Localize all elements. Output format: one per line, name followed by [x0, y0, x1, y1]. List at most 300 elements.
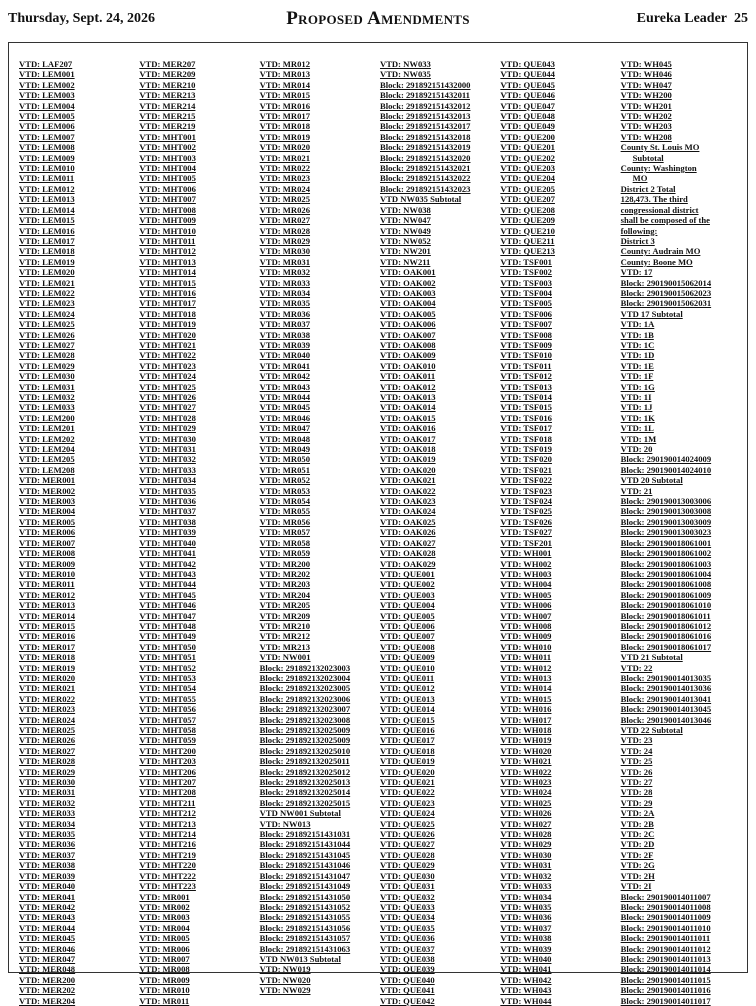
- listing-entry: VTD: OAK007: [379, 329, 436, 340]
- listing-entry: VTD: MHT031: [139, 444, 196, 455]
- listing-entry: Block: 291892151431055: [259, 912, 351, 923]
- listing-entry: VTD: MHT009: [139, 215, 196, 226]
- listing-entry: Block: 291892151431047: [259, 870, 351, 881]
- listing-entry: VTD: 27: [620, 777, 653, 788]
- listing-entry: VTD: MR044: [259, 392, 311, 402]
- listing-entry: VTD: 2A: [620, 808, 655, 819]
- listing-entry: VTD: TSF015: [500, 402, 552, 413]
- listing-entry: VTD: MR027: [259, 215, 311, 226]
- listing-entry: VTD: MR042: [259, 371, 311, 382]
- listing-entry: VTD: MR022: [259, 163, 311, 174]
- listing-entry: VTD: NW201: [379, 246, 431, 257]
- listing-entry: VTD: WH011: [500, 652, 552, 663]
- listing-entry: VTD: 1I: [620, 392, 652, 402]
- listing-entry: VTD: WH046: [620, 69, 672, 80]
- listing-entry: VTD: MER046: [19, 943, 76, 954]
- listing-entry: VTD: MHT059: [139, 735, 196, 746]
- listing-entry: District 3: [620, 235, 655, 246]
- listing-entry: Block: 290190014011012: [620, 943, 711, 954]
- listing-entry: VTD: LEM007: [19, 131, 75, 142]
- listing-entry: Block: 290190018061003: [620, 558, 712, 569]
- listing-entry: VTD: LEM022: [19, 287, 75, 298]
- listing-entry: VTD: MER209: [139, 69, 196, 80]
- listing-entry: VTD: OAK009: [379, 350, 436, 361]
- listing-entry: Block: 291892132025013: [259, 777, 351, 788]
- listing-entry: VTD: MHT044: [139, 579, 196, 590]
- listing-entry: VTD: MHT024: [139, 371, 196, 382]
- listing-entry: VTD: LEM014: [19, 204, 75, 215]
- listing-entry: VTD: MR040: [259, 350, 311, 361]
- listing-entry: VTD: QUE018: [379, 745, 435, 756]
- listing-entry: VTD: LEM028: [19, 350, 75, 361]
- listing-entry: VTD: OAK004: [379, 298, 436, 309]
- listing-entry: VTD: MHT211: [139, 797, 196, 808]
- listing-entry: Block: 291892151431057: [259, 933, 351, 944]
- listing-entry: VTD: MHT040: [139, 537, 196, 548]
- listing-entry: VTD NW013 Subtotal: [259, 953, 341, 964]
- listing-entry: VTD: 1K: [620, 412, 655, 423]
- listing-entry: VTD: MR011: [139, 995, 190, 1006]
- listing-entry: VTD: MR210: [259, 620, 311, 631]
- listing-entry: Block: 290190013003006: [620, 496, 712, 507]
- listing-entry: 128,473. The third: [620, 194, 688, 205]
- listing-entry: Block: 290190014013041: [620, 693, 712, 704]
- listing-entry: Block: 291892132025015: [259, 797, 351, 808]
- listing-entry: VTD: LEM027: [19, 339, 75, 350]
- listing-entry: VTD: QUE202: [500, 152, 555, 163]
- listing-entry: VTD: MHT203: [139, 756, 196, 767]
- listing-entry: Block: 291892151431052: [259, 901, 351, 912]
- listing-entry: VTD: LEM002: [19, 79, 75, 90]
- listing-entry: VTD: MHT212: [139, 808, 196, 819]
- paper-name: Eureka Leader: [636, 11, 727, 26]
- listing-entry: VTD: WH026: [500, 808, 552, 819]
- listing-entry: VTD: 2H: [620, 870, 655, 881]
- listing-entry: VTD: MHT030: [139, 433, 196, 444]
- listing-entry: VTD: QUE006: [379, 620, 435, 631]
- listing-entry: VTD: MR048: [259, 433, 311, 444]
- listing-entry: VTD: OAK021: [379, 475, 436, 486]
- listing-entry: VTD: MHT056: [139, 704, 196, 715]
- listing-entry: Block: 290190014011016: [620, 985, 711, 996]
- listing-entry: VTD: MR202: [259, 568, 311, 579]
- listing-entry: Block: 291892132023007: [259, 704, 351, 715]
- listing-entry: VTD: MHT022: [139, 350, 196, 361]
- listing-entry: VTD: MHT011: [139, 235, 196, 246]
- listing-entry: VTD: WH013: [500, 672, 552, 683]
- listing-entry: VTD: LEM025: [19, 319, 75, 330]
- listing-entry: Block: 290190015062023: [620, 287, 712, 298]
- listing-entry: VTD: LEM032: [19, 392, 75, 402]
- listing-entry: VTD: QUE026: [379, 829, 435, 840]
- listing-entry: VTD: QUE033: [379, 901, 435, 912]
- listing-entry: VTD: MR009: [139, 974, 190, 985]
- listing-entry: VTD: MHT219: [139, 849, 196, 860]
- listing-entry: VTD: QUE046: [500, 90, 555, 101]
- listing-entry: VTD: MHT207: [139, 777, 196, 788]
- listing-entry: VTD: TSF017: [500, 423, 552, 434]
- listing-entry: County St. Louis MO: [620, 142, 700, 153]
- listing-column: [620, 59, 741, 1006]
- listing-entry: VTD: QUE040: [379, 974, 435, 985]
- listing-entry: VTD: MER219: [139, 121, 196, 132]
- listing-entry: VTD: 2G: [620, 860, 655, 871]
- listing-entry: VTD: TSF201: [500, 537, 552, 548]
- listing-entry: VTD: MHT010: [139, 225, 196, 236]
- listing-entry: VTD: 2I: [620, 881, 652, 892]
- listing-entry: VTD: NW013: [259, 818, 311, 829]
- listing-entry: VTD: TSF013: [500, 381, 552, 392]
- listing-entry: VTD: OAK003: [379, 287, 436, 298]
- listing-entry: VTD: MHT058: [139, 725, 196, 735]
- listing-entry: VTD: TSF010: [500, 350, 552, 361]
- listing-entry: VTD: WH021: [500, 756, 552, 767]
- listing-entry: VTD: MR046: [259, 412, 311, 423]
- listing-entry: Block: 291892151432012: [379, 100, 471, 111]
- listing-entry: Block: 290190015062014: [620, 277, 712, 288]
- listing-entry: VTD: WH201: [620, 100, 672, 111]
- listing-entry: VTD: MHT017: [139, 298, 196, 309]
- listing-entry: Block: 291892151432000: [379, 79, 471, 90]
- listing-entry: VTD: QUE035: [379, 922, 435, 933]
- listing-entry: VTD: MER008: [19, 548, 76, 559]
- listing-entry: Block: 290190014013035: [620, 672, 712, 683]
- listing-entry: VTD: MR212: [259, 631, 311, 642]
- listing-entry: VTD NW035 Subtotal: [379, 194, 462, 205]
- listing-entry: VTD: MER045: [19, 933, 76, 944]
- listing-entry: VTD: WH037: [500, 922, 552, 933]
- listing-entry: VTD: WH039: [500, 943, 552, 954]
- listing-entry: VTD: QUE024: [379, 808, 435, 819]
- listing-entry: VTD: WH022: [500, 766, 552, 777]
- listing-entry: VTD: QUE032: [379, 891, 435, 902]
- listing-entry: VTD: MER016: [19, 631, 76, 642]
- listing-entry: VTD: MER002: [19, 485, 76, 496]
- notice-frame: [8, 42, 748, 1006]
- listing-column: [500, 59, 620, 1006]
- listing-entry: VTD: QUE014: [379, 704, 435, 715]
- listing-entry: VTD: MHT015: [139, 277, 196, 288]
- listing-entry: VTD: MR047: [259, 423, 311, 434]
- listing-entry: VTD: WH005: [500, 589, 552, 600]
- listing-entry: Block: 290190014011015: [620, 974, 711, 985]
- listing-entry: Block: 290190014011010: [620, 922, 711, 933]
- listing-entry: VTD: MER035: [19, 829, 76, 840]
- listing-entry: VTD: LEM201: [19, 423, 75, 434]
- listing-entry: Block: 290190013003008: [620, 506, 712, 517]
- listing-entry: VTD: MER007: [19, 537, 76, 548]
- listing-entry: VTD: MR017: [259, 111, 311, 122]
- listing-entry: VTD: TSF011: [500, 360, 552, 371]
- listing-entry: Block: 291892151432020: [379, 152, 471, 163]
- listing-entry: VTD: TSF021: [500, 464, 552, 475]
- listing-entry: VTD: WH202: [620, 111, 672, 122]
- listing-entry: VTD: OAK008: [379, 339, 436, 350]
- listing-entry: Block: 291892151432021: [379, 163, 471, 174]
- listing-entry: VTD: WH014: [500, 683, 552, 694]
- listing-entry: Block: 290190018061009: [620, 589, 712, 600]
- listing-entry: VTD: MHT006: [139, 183, 196, 194]
- listing-entry: VTD: 2B: [620, 818, 654, 829]
- listing-entry: VTD: MHT053: [139, 672, 196, 683]
- listing-entry: VTD: MR021: [259, 152, 311, 163]
- listing-entry: VTD: TSF012: [500, 371, 552, 382]
- page-header: [8, 8, 748, 34]
- listing-entry: VTD: WH016: [500, 704, 552, 715]
- listing-entry: VTD: MER047: [19, 953, 76, 964]
- listing-entry: VTD: QUE211: [500, 235, 555, 246]
- notice-columns: [19, 59, 741, 1006]
- listing-entry: VTD: OAK010: [379, 360, 436, 371]
- listing-entry: VTD: MER025: [19, 725, 76, 735]
- listing-entry: VTD: MR005: [139, 933, 190, 944]
- listing-entry: VTD: TSF001: [500, 256, 552, 267]
- listing-entry: VTD: MR006: [139, 943, 190, 954]
- listing-entry: VTD: MHT037: [139, 506, 196, 517]
- listing-entry: VTD: TSF014: [500, 392, 552, 402]
- listing-entry: VTD: QUE044: [500, 69, 555, 80]
- listing-entry: VTD: MR205: [259, 600, 311, 611]
- listing-entry: County: Washington: [620, 163, 697, 174]
- listing-entry: VTD: LEM205: [19, 454, 75, 465]
- listing-entry: VTD: QUE010: [379, 662, 435, 673]
- listing-entry: Block: 291892132023006: [259, 693, 351, 704]
- listing-entry: VTD: MR024: [259, 183, 311, 194]
- listing-entry: VTD: MHT057: [139, 714, 196, 725]
- listing-entry: VTD: WH042: [500, 974, 552, 985]
- listing-entry: VTD: MER012: [19, 589, 76, 600]
- listing-entry: VTD: MHT220: [139, 860, 196, 871]
- page-number: 25: [734, 11, 748, 26]
- listing-entry: VTD: MHT223: [139, 881, 196, 892]
- section-title-text: Proposed Amendments: [286, 8, 470, 29]
- listing-entry: VTD: MHT038: [139, 516, 196, 527]
- listing-entry: VTD: OAK026: [379, 527, 436, 538]
- listing-entry: VTD: MHT041: [139, 548, 196, 559]
- listing-entry: VTD: QUE012: [379, 683, 435, 694]
- listing-entry: VTD: QUE030: [379, 870, 435, 881]
- listing-entry: VTD: QUE208: [500, 204, 555, 215]
- listing-entry: VTD: MR057: [259, 527, 311, 538]
- listing-entry: Block: 290190018061004: [620, 568, 712, 579]
- listing-entry: VTD: MHT033: [139, 464, 196, 475]
- listing-entry: VTD: MHT043: [139, 568, 196, 579]
- listing-entry: VTD: WH044: [500, 995, 552, 1006]
- listing-entry: VTD: 26: [620, 766, 653, 777]
- listing-entry: Block: 290190014011009: [620, 912, 711, 923]
- listing-entry: VTD: MR053: [259, 485, 311, 496]
- listing-entry: VTD: MHT025: [139, 381, 196, 392]
- listing-entry: VTD: MER022: [19, 693, 76, 704]
- listing-entry: VTD: 24: [620, 745, 653, 756]
- listing-entry: VTD: QUE034: [379, 912, 435, 923]
- listing-entry: Block: 290190018061012: [620, 620, 712, 631]
- listing-entry: VTD: QUE001: [379, 568, 435, 579]
- listing-entry: VTD: MHT216: [139, 839, 196, 850]
- listing-entry: VTD: MHT214: [139, 829, 196, 840]
- listing-entry: VTD: LEM018: [19, 246, 75, 257]
- listing-entry: VTD: OAK012: [379, 381, 436, 392]
- listing-entry: VTD: MHT004: [139, 163, 196, 174]
- listing-entry: VTD: NW020: [259, 974, 311, 985]
- listing-entry: VTD: OAK014: [379, 402, 436, 413]
- listing-entry: VTD: MER027: [19, 745, 76, 756]
- listing-entry: VTD: MR032: [259, 267, 311, 278]
- listing-entry: VTD: MER213: [139, 90, 196, 101]
- listing-entry: Block: 290190014013046: [620, 714, 712, 725]
- listing-entry: VTD: QUE201: [500, 142, 555, 153]
- listing-entry: Block: 290190014013045: [620, 704, 712, 715]
- listing-entry: VTD: TSF006: [500, 308, 552, 319]
- listing-entry: VTD: TSF003: [500, 277, 552, 288]
- listing-entry: VTD: MR003: [139, 912, 190, 923]
- listing-entry: Block: 290190018061011: [620, 610, 711, 621]
- listing-entry: VTD: MR028: [259, 225, 311, 236]
- listing-entry: VTD: MER042: [19, 901, 76, 912]
- listing-column: [139, 59, 259, 1006]
- listing-entry: VTD: TSF025: [500, 506, 552, 517]
- listing-entry: VTD: MER036: [19, 839, 76, 850]
- listing-entry: VTD: WH009: [500, 631, 552, 642]
- listing-entry: Block: 291892151432018: [379, 131, 471, 142]
- listing-entry: VTD: OAK005: [379, 308, 436, 319]
- listing-entry: VTD: MHT055: [139, 693, 196, 704]
- listing-entry: VTD: MHT027: [139, 402, 196, 413]
- listing-entry: VTD: WH015: [500, 693, 552, 704]
- listing-entry: congressional district: [620, 204, 699, 215]
- listing-entry: Block: 291892132025012: [259, 766, 351, 777]
- listing-entry: VTD: NW038: [379, 204, 431, 215]
- listing-entry: VTD: MR056: [259, 516, 311, 527]
- listing-entry: VTD: LEM024: [19, 308, 75, 319]
- listing-entry: VTD: LAF207: [19, 59, 73, 69]
- listing-entry: VTD: QUE022: [379, 787, 435, 798]
- listing-entry: VTD: MR018: [259, 121, 311, 132]
- listing-entry: VTD: WH027: [500, 818, 552, 829]
- listing-entry: County: Boone MO: [620, 256, 693, 267]
- listing-entry: VTD 17 Subtotal: [620, 308, 683, 319]
- listing-entry: following:: [620, 225, 658, 236]
- listing-entry: VTD: MHT054: [139, 683, 196, 694]
- listing-entry: Block: 290190018061010: [620, 600, 712, 611]
- listing-entry: VTD: MHT035: [139, 485, 196, 496]
- listing-entry: VTD: WH035: [500, 901, 552, 912]
- listing-entry: VTD: LEM008: [19, 142, 75, 153]
- listing-entry: VTD: QUE007: [379, 631, 435, 642]
- listing-entry: VTD: NW019: [259, 964, 311, 975]
- listing-entry: Block: 290190018061008: [620, 579, 712, 590]
- listing-entry: VTD: MR200: [259, 558, 311, 569]
- listing-entry: VTD: MER011: [19, 579, 75, 590]
- listing-entry: VTD: NW033: [379, 59, 431, 69]
- listing-entry: VTD: 25: [620, 756, 653, 767]
- listing-entry: VTD: LEM019: [19, 256, 75, 267]
- listing-entry: VTD: MR037: [259, 319, 311, 330]
- listing-entry: VTD: TSF026: [500, 516, 552, 527]
- listing-entry: Block: 290190018061017: [620, 641, 712, 652]
- listing-entry: VTD: QUE042: [379, 995, 435, 1006]
- listing-entry: VTD: OAK017: [379, 433, 436, 444]
- listing-entry: VTD: WH047: [620, 79, 672, 90]
- listing-entry: VTD: QUE013: [379, 693, 435, 704]
- listing-entry: VTD: MHT013: [139, 256, 196, 267]
- listing-entry: VTD: QUE020: [379, 766, 435, 777]
- listing-entry: VTD: MER018: [19, 652, 76, 663]
- listing-entry: VTD: WH045: [620, 59, 672, 69]
- listing-entry: VTD: MR035: [259, 298, 311, 309]
- listing-entry: VTD: MER026: [19, 735, 76, 746]
- listing-entry: VTD: TSF023: [500, 485, 552, 496]
- listing-entry: VTD: WH008: [500, 620, 552, 631]
- listing-entry: VTD: MR025: [259, 194, 311, 205]
- listing-entry: VTD NW001 Subtotal: [259, 808, 341, 819]
- listing-entry: VTD: MR013: [259, 69, 311, 80]
- listing-entry: VTD: NW001: [259, 652, 311, 663]
- listing-entry: Block: 290190018061016: [620, 631, 712, 642]
- listing-entry: VTD: QUE003: [379, 589, 435, 600]
- listing-entry: VTD: MER202: [19, 985, 76, 996]
- listing-entry: Block: 291892132023003: [259, 662, 351, 673]
- listing-entry: VTD: QUE205: [500, 183, 555, 194]
- listing-entry: VTD: WH003: [500, 568, 552, 579]
- listing-entry: VTD: MER014: [19, 610, 76, 621]
- listing-entry: VTD: NW029: [259, 985, 311, 996]
- listing-entry: Block: 291892151431050: [259, 891, 351, 902]
- listing-entry: VTD: WH208: [620, 131, 672, 142]
- listing-entry: VTD: MHT034: [139, 475, 196, 486]
- listing-entry: VTD: MR014: [259, 79, 311, 90]
- listing-entry: VTD: MR203: [259, 579, 311, 590]
- listing-entry: VTD: QUE213: [500, 246, 555, 257]
- listing-entry: VTD: MR204: [259, 589, 311, 600]
- listing-entry: Block: 291892151432011: [379, 90, 470, 101]
- listing-entry: VTD: QUE200: [500, 131, 555, 142]
- listing-entry: VTD: MR034: [259, 287, 311, 298]
- listing-entry: VTD: LEM009: [19, 152, 75, 163]
- listing-entry: VTD: MHT052: [139, 662, 196, 673]
- listing-entry: VTD: OAK016: [379, 423, 436, 434]
- listing-entry: VTD: MR010: [139, 985, 190, 996]
- listing-entry: VTD: 1M: [620, 433, 657, 444]
- listing-entry: Block: 291892151432017: [379, 121, 471, 132]
- listing-entry: VTD: LEM030: [19, 371, 75, 382]
- listing-entry: VTD: MER013: [19, 600, 76, 611]
- listing-entry: Block: 291892151432022: [379, 173, 471, 184]
- listing-entry: VTD: MHT222: [139, 870, 196, 881]
- listing-entry: VTD: MR036: [259, 308, 311, 319]
- listing-entry: VTD: LEM016: [19, 225, 75, 236]
- listing-entry: VTD: MER004: [19, 506, 76, 517]
- listing-entry: VTD: QUE038: [379, 953, 435, 964]
- listing-entry: Block: 290190014011014: [620, 964, 711, 975]
- listing-entry: VTD: LEM031: [19, 381, 75, 392]
- listing-entry: Block: 291892151431049: [259, 881, 351, 892]
- listing-entry: VTD: MHT213: [139, 818, 196, 829]
- listing-entry: VTD: MER031: [19, 787, 76, 798]
- listing-entry: VTD: QUE004: [379, 600, 435, 611]
- listing-entry: VTD: MR008: [139, 964, 190, 975]
- listing-entry: VTD: WH019: [500, 735, 552, 746]
- listing-entry: VTD: WH040: [500, 953, 552, 964]
- listing-entry: Subtotal: [632, 152, 664, 163]
- listing-entry: VTD: MHT051: [139, 652, 196, 663]
- listing-entry: VTD: QUE021: [379, 777, 435, 788]
- listing-entry: VTD: TSF002: [500, 267, 552, 278]
- listing-entry: VTD: OAK013: [379, 392, 436, 402]
- listing-entry: VTD: LEM204: [19, 444, 75, 455]
- listing-entry: VTD: MER204: [19, 995, 76, 1006]
- listing-entry: VTD: LEM006: [19, 121, 75, 132]
